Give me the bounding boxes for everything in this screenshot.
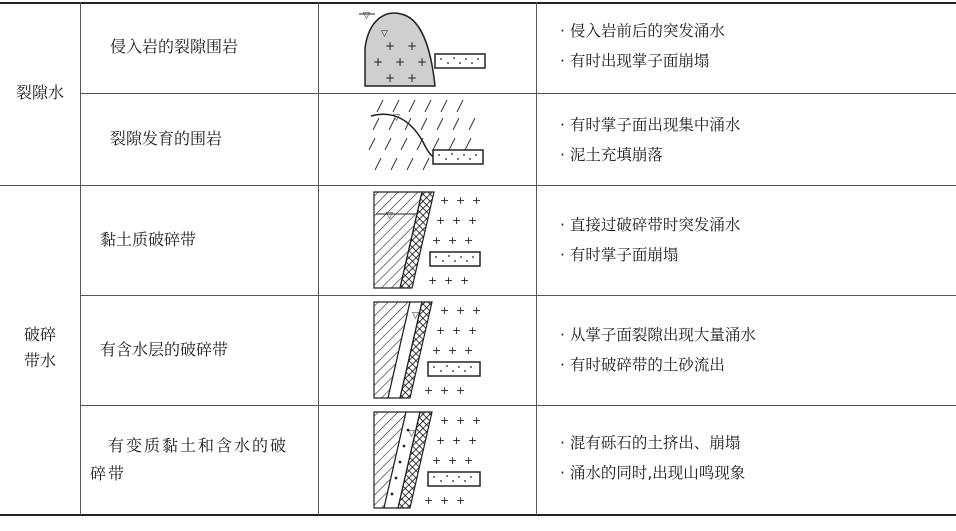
- svg-text:+: +: [395, 55, 406, 69]
- svg-text:+: +: [452, 324, 462, 337]
- row-divider: [80, 405, 956, 406]
- row-type-text: 黏土质破碎带: [100, 230, 197, 249]
- clay-fracture-zone-diagram: [370, 190, 485, 290]
- svg-text:+: +: [440, 304, 450, 317]
- svg-text:+: +: [456, 194, 466, 207]
- svg-text:+: +: [472, 414, 482, 427]
- svg-text:+: +: [448, 234, 458, 247]
- row-type-text: 有含水层的破碎带: [100, 340, 229, 359]
- svg-text:+: +: [428, 274, 438, 287]
- svg-text:+: +: [460, 274, 470, 287]
- row-type-line2: 碎带: [90, 464, 127, 483]
- note: · 侵入岩前后的突发涌水: [560, 22, 725, 40]
- svg-text:+: +: [472, 304, 482, 317]
- row-notes: [560, 110, 940, 170]
- row-notes: [560, 320, 940, 380]
- category-label: 裂隙水: [15, 83, 64, 102]
- svg-text:+: +: [440, 194, 450, 207]
- svg-text:+: +: [432, 454, 442, 467]
- row-divider: [80, 295, 956, 296]
- row-type: [110, 125, 325, 153]
- table-bottom-rule: [0, 514, 956, 516]
- svg-text:▽: ▽: [363, 11, 370, 21]
- svg-text:+: +: [444, 274, 454, 287]
- row-notes: [560, 210, 940, 270]
- svg-text:+: +: [407, 39, 418, 53]
- svg-text:+: +: [432, 234, 442, 247]
- column-divider: [80, 2, 81, 515]
- svg-text:+: +: [440, 494, 450, 507]
- svg-text:+: +: [407, 71, 418, 85]
- metamorphic-clay-fracture-zone-diagram: [370, 410, 485, 510]
- row-type-line1: 有变质黏土和含水的破: [108, 436, 289, 455]
- fractured-rock-diagram: [365, 100, 490, 180]
- note: · 有时出现掌子面崩塌: [560, 52, 710, 70]
- svg-text:+: +: [436, 214, 446, 227]
- row-type: [100, 226, 315, 254]
- svg-text:+: +: [448, 454, 458, 467]
- svg-text:+: +: [452, 214, 462, 227]
- svg-text:+: +: [440, 384, 450, 397]
- svg-text:+: +: [468, 434, 478, 447]
- aquifer-fracture-zone-diagram: [370, 300, 485, 400]
- intrusive-rock-diagram: [355, 8, 495, 88]
- svg-text:+: +: [424, 494, 434, 507]
- svg-text:+: +: [456, 384, 466, 397]
- row-notes: [560, 428, 940, 488]
- svg-text:+: +: [468, 214, 478, 227]
- svg-text:+: +: [436, 434, 446, 447]
- svg-text:▽: ▽: [408, 429, 415, 439]
- column-divider: [536, 2, 537, 515]
- svg-text:+: +: [432, 344, 442, 357]
- note: · 直接过破碎带时突发涌水: [560, 216, 741, 234]
- category-label-line2: 带水: [23, 351, 56, 370]
- row-notes: [560, 16, 940, 76]
- row-type-text: 侵入岩的裂隙围岩: [110, 37, 239, 56]
- table-top-rule: [0, 2, 956, 4]
- svg-text:+: +: [456, 494, 466, 507]
- svg-text:+: +: [385, 39, 396, 53]
- svg-text:+: +: [472, 194, 482, 207]
- row-type: [110, 33, 325, 61]
- note: · 涌水的同时,出现山鸣现象: [560, 464, 746, 482]
- note: · 有时掌子面崩塌: [560, 246, 679, 264]
- note: · 有时掌子面出现集中涌水: [560, 116, 741, 134]
- row-type-text: 裂隙发育的围岩: [110, 129, 223, 148]
- svg-text:+: +: [417, 55, 428, 69]
- svg-text:▽: ▽: [393, 113, 400, 123]
- svg-text:+: +: [424, 384, 434, 397]
- svg-text:+: +: [436, 324, 446, 337]
- svg-text:▽: ▽: [412, 311, 419, 321]
- svg-text:+: +: [448, 344, 458, 357]
- svg-text:+: +: [385, 71, 396, 85]
- row-type: [100, 336, 315, 364]
- svg-text:+: +: [468, 324, 478, 337]
- group-divider: [0, 185, 956, 186]
- svg-text:+: +: [456, 304, 466, 317]
- column-divider: [318, 2, 319, 515]
- note: · 混有砾石的土挤出、崩塌: [560, 434, 741, 452]
- row-divider: [80, 93, 956, 94]
- category-fracture-zone-water: [0, 322, 80, 374]
- svg-text:+: +: [452, 434, 462, 447]
- svg-text:▽: ▽: [381, 29, 388, 39]
- category-fissure-water: [0, 80, 80, 106]
- note: · 有时破碎带的土砂流出: [560, 356, 725, 374]
- svg-text:+: +: [464, 454, 474, 467]
- category-label-line1: 破碎: [23, 325, 56, 344]
- svg-text:+: +: [440, 414, 450, 427]
- svg-text:+: +: [464, 344, 474, 357]
- svg-text:+: +: [373, 55, 384, 69]
- note: · 泥土充填崩落: [560, 146, 663, 164]
- svg-text:+: +: [464, 234, 474, 247]
- row-type: [90, 432, 315, 488]
- svg-text:▽: ▽: [386, 211, 393, 221]
- note: · 从掌子面裂隙出现大量涌水: [560, 326, 756, 344]
- svg-text:+: +: [456, 414, 466, 427]
